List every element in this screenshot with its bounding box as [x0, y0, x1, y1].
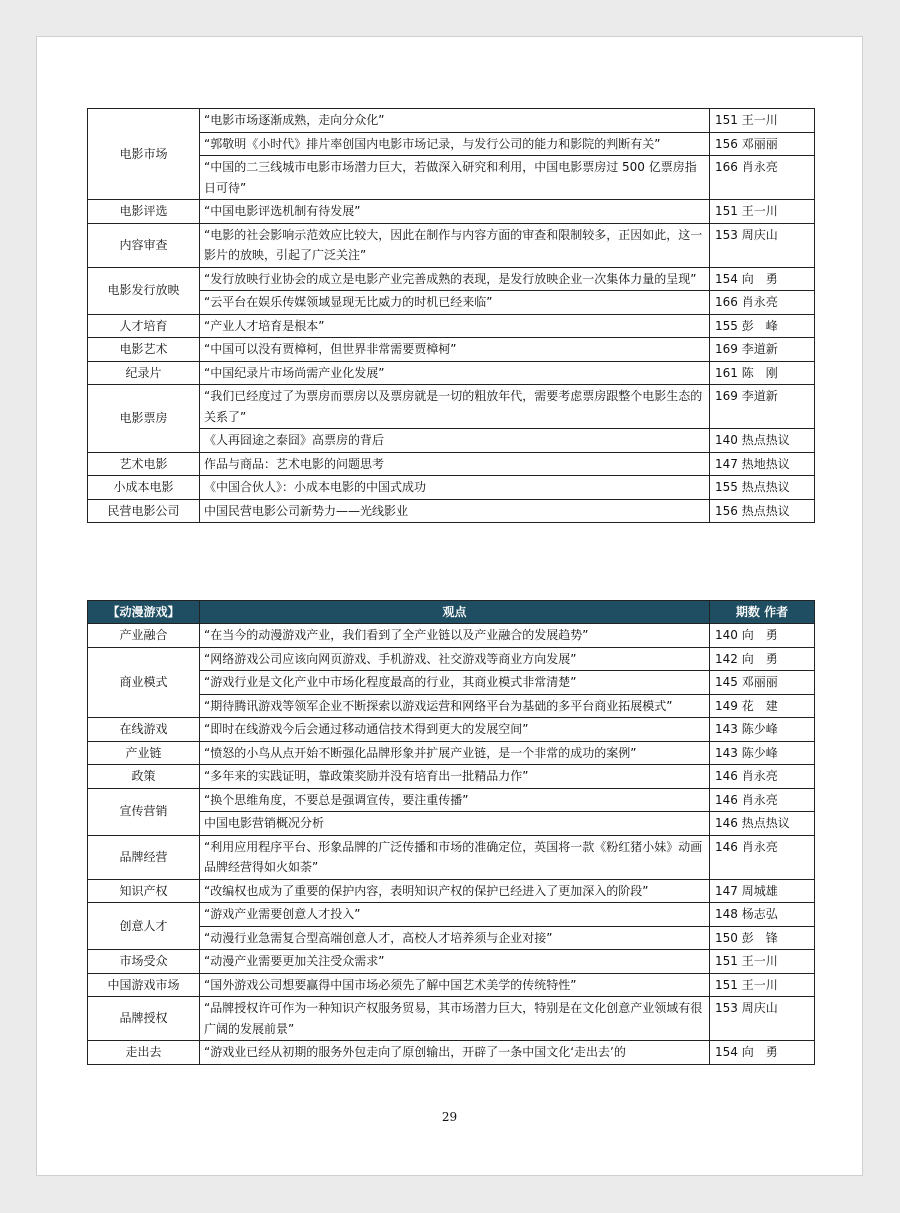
- viewpoint-cell: “期待腾讯游戏等领军企业不断探索以游戏运营和网络平台为基础的多平台商业拓展模式”: [200, 694, 710, 718]
- film-table: [87, 108, 815, 523]
- issue-author-cell: 155 彭 峰: [710, 314, 815, 338]
- issue-author-cell: 154 向 勇: [710, 267, 815, 291]
- viewpoint-cell: “我们已经度过了为票房而票房以及票房就是一切的粗放年代，需要考虑票房跟整个电影生态的关系了”: [200, 385, 710, 429]
- category-cell: 中国游戏市场: [88, 973, 200, 997]
- page-number: 29: [441, 1110, 458, 1124]
- issue-author-cell: 156 热点热议: [710, 499, 815, 523]
- issue-author-cell: 147 周城雄: [710, 879, 815, 903]
- table-row: [88, 476, 815, 500]
- viewpoint-cell: 《人再囧途之泰囧》高票房的背后: [200, 429, 710, 453]
- issue-author-cell: 169 李道新: [710, 338, 815, 362]
- category-cell: 民营电影公司: [88, 499, 200, 523]
- table-row: [88, 452, 815, 476]
- issue-author-cell: 151 王一川: [710, 973, 815, 997]
- table-row: [88, 997, 815, 1041]
- table-row: [88, 647, 815, 671]
- issue-author-cell: 146 肖永亮: [710, 835, 815, 879]
- viewpoint-cell: 中国电影营销概况分析: [200, 812, 710, 836]
- category-cell: 电影艺术: [88, 338, 200, 362]
- table-row: [88, 314, 815, 338]
- table-row: [88, 624, 815, 648]
- table-row: [88, 879, 815, 903]
- table-row: [88, 109, 815, 133]
- viewpoint-cell: “郭敬明《小时代》排片率创国内电影市场记录，与发行公司的能力和影院的判断有关”: [200, 132, 710, 156]
- viewpoint-cell: “发行放映行业协会的成立是电影产业完善成熟的表现，是发行放映企业一次集体力量的呈现”: [200, 267, 710, 291]
- table-row: [88, 385, 815, 429]
- table-row: [88, 788, 815, 812]
- category-cell: 艺术电影: [88, 452, 200, 476]
- viewpoint-cell: “中国可以没有贾樟柯，但世界非常需要贾樟柯”: [200, 338, 710, 362]
- category-cell: 走出去: [88, 1041, 200, 1065]
- table-row: [88, 903, 815, 927]
- category-cell: 政策: [88, 765, 200, 789]
- issue-author-cell: 154 向 勇: [710, 1041, 815, 1065]
- table-header-row: [88, 601, 815, 624]
- issue-author-column-header: 期数 作者: [710, 601, 815, 624]
- category-cell: 产业融合: [88, 624, 200, 648]
- viewpoint-cell: “中国纪录片市场尚需产业化发展”: [200, 361, 710, 385]
- category-cell: 在线游戏: [88, 718, 200, 742]
- viewpoint-cell: “即时在线游戏今后会通过移动通信技术得到更大的发展空间”: [200, 718, 710, 742]
- issue-author-cell: 153 周庆山: [710, 997, 815, 1041]
- viewpoint-cell: “网络游戏公司应该向网页游戏、手机游戏、社交游戏等商业方向发展”: [200, 647, 710, 671]
- category-cell: 商业模式: [88, 647, 200, 718]
- table-row: [88, 361, 815, 385]
- viewpoint-cell: “游戏行业是文化产业中市场化程度最高的行业，其商业模式非常清楚”: [200, 671, 710, 695]
- category-cell: 电影票房: [88, 385, 200, 453]
- issue-author-cell: 151 王一川: [710, 950, 815, 974]
- category-cell: 知识产权: [88, 879, 200, 903]
- table-row: [88, 267, 815, 291]
- issue-author-cell: 146 肖永亮: [710, 788, 815, 812]
- category-cell: 创意人才: [88, 903, 200, 950]
- issue-author-cell: 161 陈 刚: [710, 361, 815, 385]
- table-row: [88, 835, 815, 879]
- viewpoint-cell: “在当今的动漫游戏产业，我们看到了全产业链以及产业融合的发展趋势”: [200, 624, 710, 648]
- viewpoint-cell: “电影的社会影响示范效应比较大，因此在制作与内容方面的审查和限制较多，正因如此，这一影片的放映，引起了广泛关注”: [200, 223, 710, 267]
- issue-author-cell: 142 向 勇: [710, 647, 815, 671]
- view-column-header: 观点: [200, 601, 710, 624]
- table-row: [88, 200, 815, 224]
- table-row: [88, 499, 815, 523]
- table-row: [88, 338, 815, 362]
- category-cell: 品牌经营: [88, 835, 200, 879]
- issue-author-cell: 140 向 勇: [710, 624, 815, 648]
- document-page: [36, 36, 863, 1176]
- animation-games-table-body: [88, 624, 815, 1065]
- section-header: 【动漫游戏】: [88, 601, 200, 624]
- issue-author-cell: 143 陈少峰: [710, 718, 815, 742]
- issue-author-cell: 151 王一川: [710, 200, 815, 224]
- category-cell: 宣传营销: [88, 788, 200, 835]
- issue-author-cell: 169 李道新: [710, 385, 815, 429]
- viewpoint-cell: 《中国合伙人》：小成本电影的中国式成功: [200, 476, 710, 500]
- viewpoint-cell: “品牌授权许可作为一种知识产权服务贸易，其市场潜力巨大，特别是在文化创意产业领域有很广阔的发展前景”: [200, 997, 710, 1041]
- animation-games-table: [87, 600, 815, 1065]
- table-row: [88, 1041, 815, 1065]
- category-cell: 纪录片: [88, 361, 200, 385]
- category-cell: 电影市场: [88, 109, 200, 200]
- viewpoint-cell: “游戏产业需要创意人才投入”: [200, 903, 710, 927]
- viewpoint-cell: “产业人才培育是根本”: [200, 314, 710, 338]
- issue-author-cell: 140 热点热议: [710, 429, 815, 453]
- viewpoint-cell: “云平台在娱乐传媒领域显现无比威力的时机已经来临”: [200, 291, 710, 315]
- category-cell: 产业链: [88, 741, 200, 765]
- viewpoint-cell: “多年来的实践证明，靠政策奖励并没有培育出一批精品力作”: [200, 765, 710, 789]
- issue-author-cell: 143 陈少峰: [710, 741, 815, 765]
- viewpoint-cell: “电影市场逐渐成熟，走向分众化”: [200, 109, 710, 133]
- category-cell: 市场受众: [88, 950, 200, 974]
- issue-author-cell: 145 邓丽丽: [710, 671, 815, 695]
- issue-author-cell: 146 热点热议: [710, 812, 815, 836]
- issue-author-cell: 149 花 建: [710, 694, 815, 718]
- viewpoint-cell: “国外游戏公司想要赢得中国市场必须先了解中国艺术美学的传统特性”: [200, 973, 710, 997]
- viewpoint-cell: 作品与商品：艺术电影的问题思考: [200, 452, 710, 476]
- category-cell: 内容审查: [88, 223, 200, 267]
- issue-author-cell: 151 王一川: [710, 109, 815, 133]
- table-row: [88, 973, 815, 997]
- viewpoint-cell: “中国的二三线城市电影市场潜力巨大，若做深入研究和利用，中国电影票房过 500 亿票房指日可待”: [200, 156, 710, 200]
- category-cell: 电影评选: [88, 200, 200, 224]
- viewpoint-cell: 中国民营电影公司新势力——光线影业: [200, 499, 710, 523]
- viewpoint-cell: “中国电影评选机制有待发展”: [200, 200, 710, 224]
- film-table-body: [88, 109, 815, 523]
- viewpoint-cell: “换个思维角度，不要总是强调宣传，要注重传播”: [200, 788, 710, 812]
- table-row: [88, 718, 815, 742]
- viewpoint-cell: “愤怒的小鸟从点开始不断强化品牌形象并扩展产业链，是一个非常的成功的案例”: [200, 741, 710, 765]
- issue-author-cell: 166 肖永亮: [710, 291, 815, 315]
- issue-author-cell: 153 周庆山: [710, 223, 815, 267]
- viewpoint-cell: “动漫行业急需复合型高端创意人才，高校人才培养须与企业对接”: [200, 926, 710, 950]
- category-cell: 电影发行放映: [88, 267, 200, 314]
- table-row: [88, 950, 815, 974]
- issue-author-cell: 150 彭 锋: [710, 926, 815, 950]
- issue-author-cell: 156 邓丽丽: [710, 132, 815, 156]
- category-cell: 小成本电影: [88, 476, 200, 500]
- issue-author-cell: 166 肖永亮: [710, 156, 815, 200]
- viewpoint-cell: “改编权也成为了重要的保护内容，表明知识产权的保护已经进入了更加深入的阶段”: [200, 879, 710, 903]
- issue-author-cell: 147 热地热议: [710, 452, 815, 476]
- viewpoint-cell: “游戏业已经从初期的服务外包走向了原创输出，开辟了一条中国文化‘走出去’的: [200, 1041, 710, 1065]
- category-cell: 品牌授权: [88, 997, 200, 1041]
- table-row: [88, 741, 815, 765]
- issue-author-cell: 155 热点热议: [710, 476, 815, 500]
- category-cell: 人才培育: [88, 314, 200, 338]
- issue-author-cell: 146 肖永亮: [710, 765, 815, 789]
- table-row: [88, 765, 815, 789]
- viewpoint-cell: “利用应用程序平台、形象品牌的广泛传播和市场的准确定位，英国将一款《粉红猪小妹》动画品牌经营得如火如荼”: [200, 835, 710, 879]
- table-row: [88, 223, 815, 267]
- issue-author-cell: 148 杨志弘: [710, 903, 815, 927]
- viewpoint-cell: “动漫产业需要更加关注受众需求”: [200, 950, 710, 974]
